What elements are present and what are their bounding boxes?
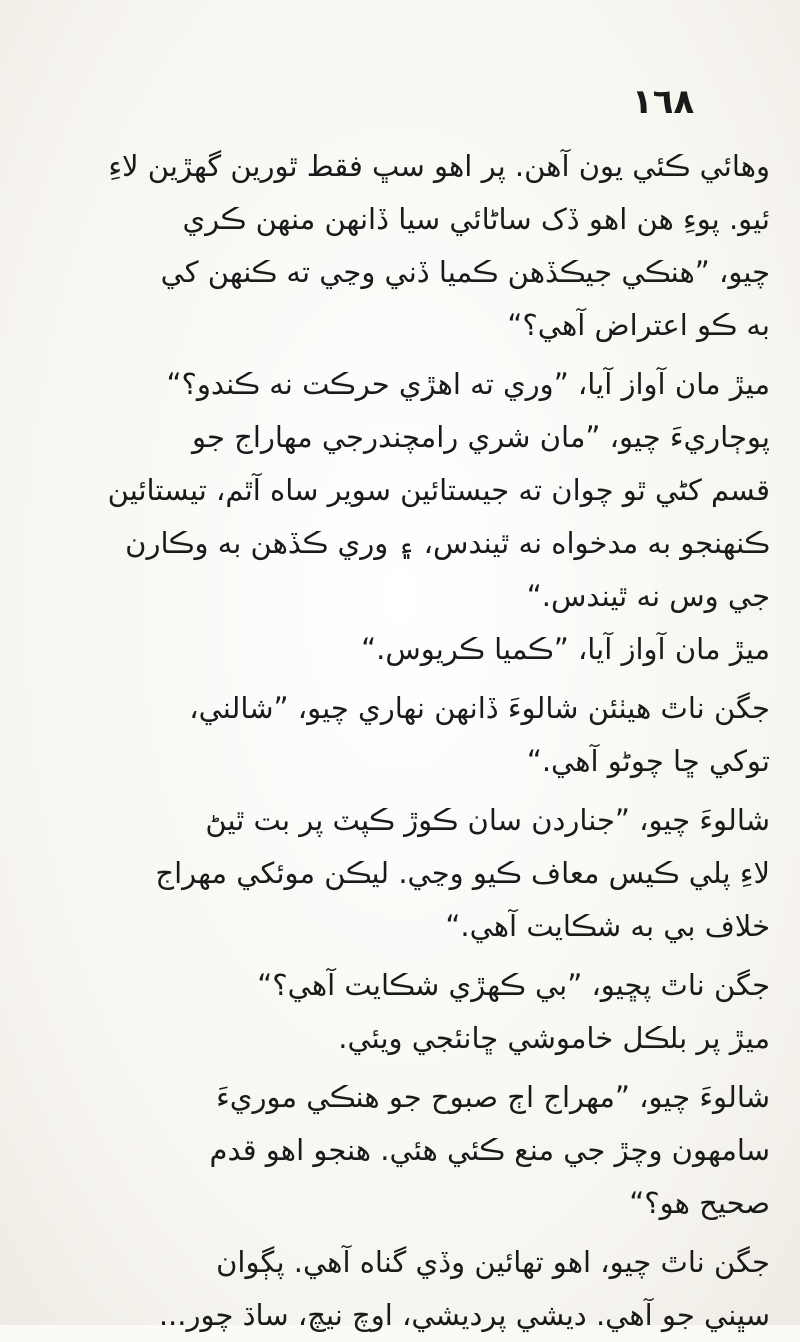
text-line: جگن ناٿ پڇيو، ”بي ڪهڙي شڪايت آهي؟“ <box>257 968 770 1002</box>
text-line: جي وس نه ٿيندس.“ <box>526 579 770 613</box>
text-line: وهائي ڪئي يون آهن. پر اهو سڀ فقط ٿورين گهڙين لاءِ <box>108 149 770 183</box>
text-line: به ڪو اعتراض آهي؟“ <box>507 308 770 342</box>
text-line: جگن ناٿ چيو، اهو تهائين وڏي گناه آهي. پڳوان <box>216 1245 770 1279</box>
text-line: قسم کڻي ٿو چوان ته جيستائين سوير ساه آٿم، تيستائين <box>107 473 770 507</box>
text-line: لاءِ پلي ڪيس معاف ڪيو وڃي. ليڪن موئکي مهراج <box>155 856 770 890</box>
text-line: سڀني جو آهي. ديشي پرديشي، اوچ نيچ، ساڌ چور... <box>158 1298 770 1332</box>
text-line: پوڄاريءَ چيو، ”مان شري رامچندرجي مهاراج جو <box>192 420 770 454</box>
text-line: ڪنهنجو به مدخواه نه ٿيندس، ۽ وري ڪڏهن به وڪارن <box>125 526 770 560</box>
text-line: چيو، ”هنڪي جيڪڏهن ڪميا ڏني وڃي ته ڪنهن کي <box>160 255 770 289</box>
page-number: ١٦٨ <box>632 82 695 122</box>
body-text <box>40 140 770 1342</box>
text-line: ميڙ مان آواز آيا، ”ڪميا ڪريوس.“ <box>361 632 770 666</box>
text-line: ئيو. پوءِ هن اهو ڏک ساڻائي سيا ڏانهن منهن ڪري <box>182 202 770 236</box>
text-line: شالوءَ چيو، ”جناردن سان ڪوڙ ڪپٽ پر بت ٿيڻ <box>205 803 770 837</box>
text-line: ميڙ پر بلڪل خاموشي ڇانئجي ويئي. <box>338 1021 770 1055</box>
text-line: جگن ناٿ هيٺئن شالوءَ ڏانهن نهاري چيو، ”شالني، <box>189 691 770 725</box>
text-line: خلاف بي به شڪايت آهي.“ <box>445 909 770 943</box>
text-line: سامهون وچڙ جي منع ڪئي هئي. هنجو اهو قدم <box>209 1133 770 1167</box>
text-line: توکي ڇا چوڻو آهي.“ <box>526 744 770 778</box>
text-line: ميڙ مان آواز آيا، ”وري ته اهڙي حرڪت نه ڪندو؟“ <box>166 367 770 401</box>
text-line: شالوءَ چيو، ”مهراج اڄ صبوح جو هنڪي موريءَ <box>216 1080 770 1114</box>
text-line: صحيح هو؟“ <box>629 1186 770 1220</box>
